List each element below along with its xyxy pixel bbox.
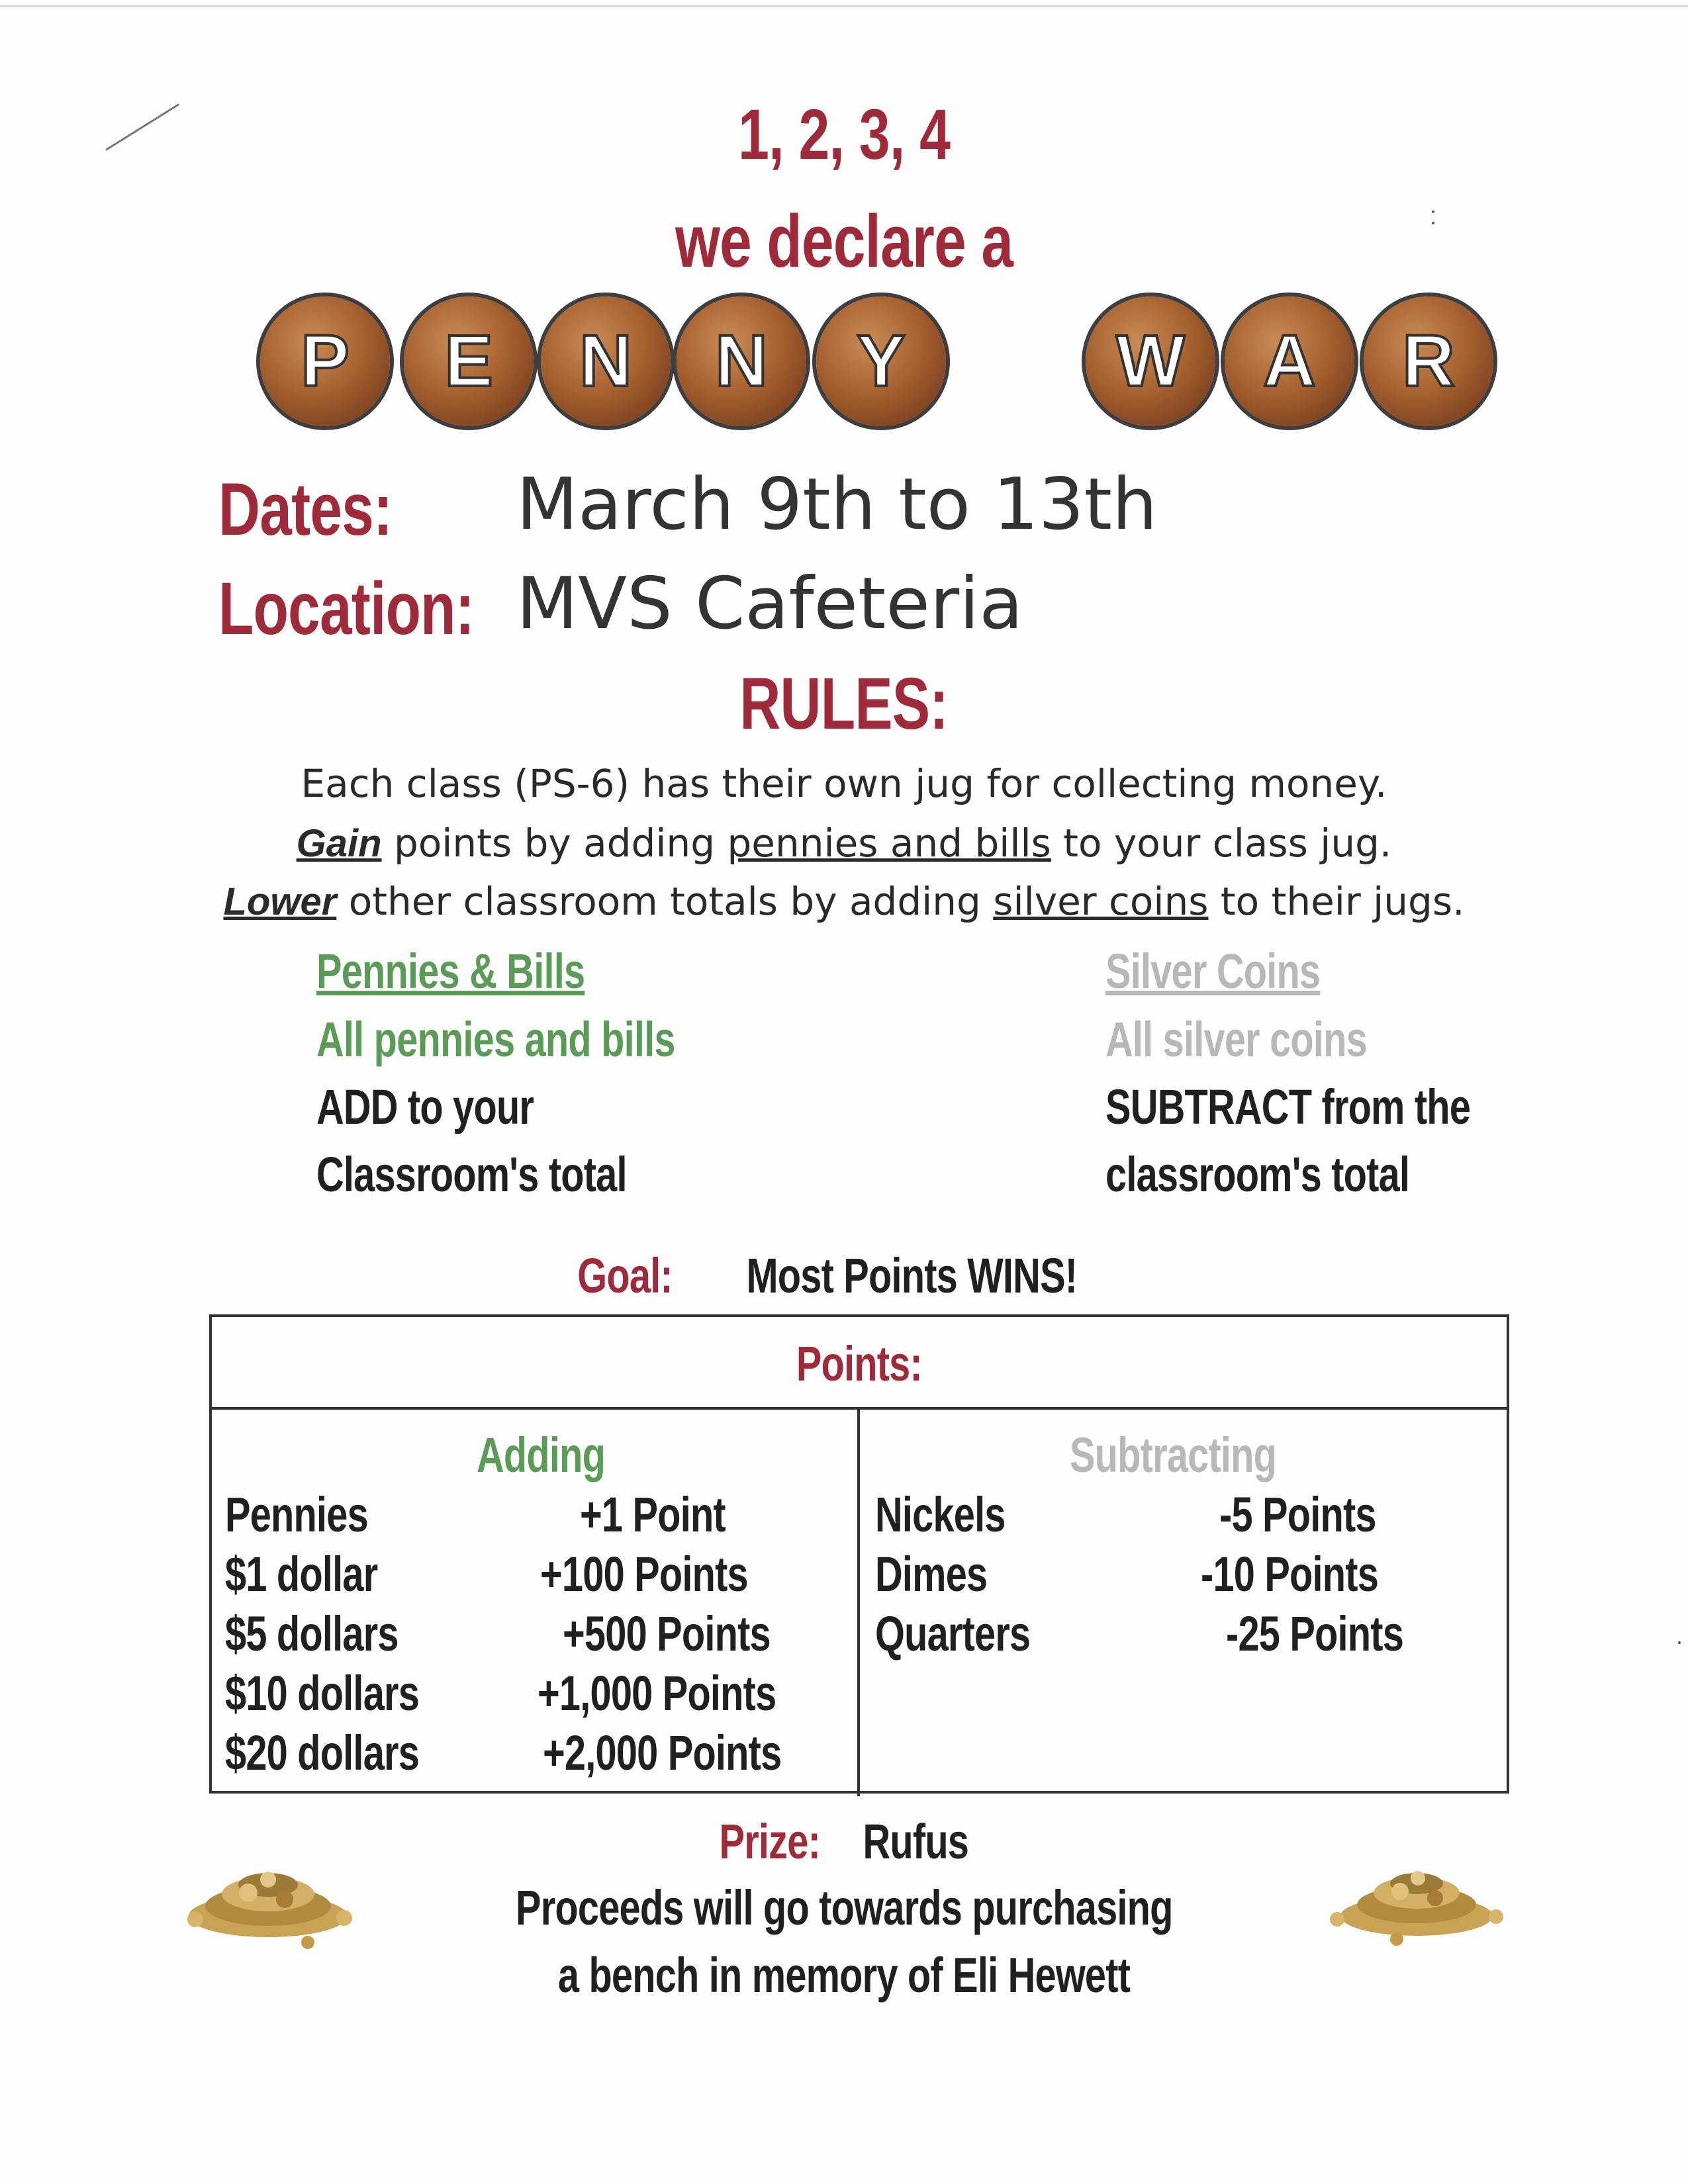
- table-row-points: [1226, 1606, 1454, 1662]
- goal-label: Goal:: [577, 1248, 673, 1303]
- right-column-line1: [1105, 1079, 1573, 1135]
- table-row-item: [225, 1486, 408, 1543]
- prize-label: Prize:: [719, 1814, 820, 1869]
- rules-heading-text: RULES:: [739, 663, 949, 745]
- table-row-points: [563, 1606, 829, 1662]
- right-column-line2: [1105, 1146, 1495, 1203]
- penny-coin-icon: [1364, 296, 1493, 426]
- rules-text: to your class jug.: [1051, 821, 1392, 866]
- rules-line-3: [0, 879, 1688, 924]
- points-text: +1,000 Points: [538, 1666, 776, 1721]
- proceeds-line-2: [0, 1947, 1688, 2003]
- table-divider: [857, 1407, 860, 1796]
- coin-letter: A: [1263, 320, 1316, 402]
- rules-line-1: Each class (PS-6) has their own jug for collecting money.: [301, 761, 1387, 806]
- points-text: +500 Points: [563, 1606, 771, 1661]
- penny-coin-icon: [404, 296, 534, 426]
- coin-letter: N: [579, 320, 632, 402]
- points-text: -10 Points: [1201, 1547, 1379, 1602]
- left-line1-text: ADD to your: [316, 1079, 534, 1134]
- left-title-text: Pennies & Bills: [316, 944, 585, 999]
- coin-letter: R: [1402, 320, 1455, 402]
- table-row-item: [225, 1606, 447, 1662]
- gain-word: Gain: [296, 822, 382, 865]
- points-text: -25 Points: [1226, 1606, 1404, 1661]
- dates-value: March 9th to 13th: [516, 463, 1158, 546]
- proceeds-text: Proceeds will go towards purchasing: [515, 1880, 1173, 1935]
- right-title-text: Silver Coins: [1105, 944, 1321, 999]
- proceeds-text: a bench in memory of Eli Hewett: [557, 1948, 1131, 2003]
- subtracting-title: [1070, 1427, 1335, 1483]
- location-value: MVS Cafeteria: [516, 563, 1023, 645]
- dates-label-text: Dates:: [218, 468, 393, 551]
- rules-line-2: [0, 821, 1688, 866]
- table-row-points: [543, 1725, 849, 1781]
- prize-value: Rufus: [863, 1814, 968, 1869]
- points-text: +100 Points: [540, 1547, 748, 1602]
- adding-title-text: Adding: [477, 1428, 606, 1482]
- table-row-points: [580, 1486, 767, 1543]
- right-line2-text: classroom's total: [1105, 1147, 1410, 1202]
- location-label-text: Location:: [218, 567, 475, 650]
- table-row-item: [225, 1725, 474, 1781]
- item-text: $5 dollars: [225, 1606, 399, 1661]
- points-text: +2,000 Points: [543, 1725, 782, 1780]
- table-row-item: [875, 1546, 1019, 1602]
- coin-pile-icon: [169, 1853, 367, 1952]
- table-row-points: [1201, 1546, 1429, 1602]
- points-table: [209, 1314, 1509, 1794]
- table-row-points: [540, 1546, 806, 1602]
- right-column-subtitle: [1105, 1011, 1440, 1068]
- goal-line: [0, 1248, 1688, 1304]
- item-text: Dimes: [875, 1547, 988, 1602]
- coin-pile-icon: [1317, 1853, 1516, 1952]
- points-heading-text: Points:: [796, 1336, 923, 1391]
- points-text: -5 Points: [1219, 1487, 1376, 1542]
- countdown-text: 1, 2, 3, 4: [737, 94, 951, 174]
- lower-word: Lower: [223, 880, 337, 923]
- coin-letter: W: [1116, 320, 1185, 402]
- table-row-item: [875, 1486, 1042, 1543]
- penny-coin-icon: [1225, 296, 1354, 426]
- coin-letter: P: [301, 320, 350, 402]
- declare-text: we declare a: [675, 200, 1013, 283]
- rules-text: other classroom totals by adding: [336, 879, 994, 924]
- location-label: [218, 566, 546, 651]
- speck: [1678, 1641, 1681, 1644]
- dates-label: [218, 467, 441, 552]
- countdown-line: [0, 93, 1688, 175]
- right-column-title: [1105, 943, 1381, 999]
- penny-coin-icon: [816, 296, 946, 426]
- right-subtitle-text: All silver coins: [1105, 1012, 1367, 1067]
- rules-text: points by adding: [381, 821, 727, 866]
- left-column-line2: [316, 1146, 714, 1203]
- item-text: Quarters: [875, 1606, 1031, 1661]
- scan-edge-line: [0, 5, 1688, 7]
- penny-coin-icon: [541, 296, 671, 426]
- rules-text: to their jugs.: [1208, 879, 1465, 924]
- table-row-points: [538, 1665, 843, 1721]
- coin-letter: E: [444, 320, 493, 402]
- item-text: Nickels: [875, 1487, 1006, 1542]
- penny-coin-icon: [677, 296, 806, 426]
- left-column-subtitle: [316, 1011, 776, 1068]
- table-row-item: [225, 1546, 420, 1602]
- item-text: $1 dollar: [225, 1547, 378, 1602]
- item-text: $10 dollars: [225, 1666, 420, 1721]
- points-heading: [212, 1336, 1507, 1392]
- rules-underlined: pennies and bills: [727, 821, 1051, 866]
- right-line1-text: SUBTRACT from the: [1105, 1079, 1471, 1134]
- left-subtitle-text: All pennies and bills: [316, 1012, 675, 1067]
- declare-line: [0, 199, 1688, 284]
- points-text: +1 Point: [580, 1487, 726, 1542]
- left-line2-text: Classroom's total: [316, 1147, 627, 1202]
- item-text: Pennies: [225, 1487, 368, 1542]
- table-row-item: [225, 1665, 474, 1721]
- table-row-item: [875, 1606, 1074, 1662]
- left-column-title: [316, 943, 661, 999]
- goal-value: Most Points WINS!: [746, 1248, 1078, 1303]
- adding-title: [477, 1427, 641, 1483]
- left-column-line1: [316, 1079, 595, 1135]
- item-text: $20 dollars: [225, 1725, 420, 1780]
- table-row-points: [1219, 1486, 1420, 1543]
- penny-coin-icon: [260, 296, 390, 426]
- penny-coin-icon: [1086, 296, 1215, 426]
- subtracting-title-text: Subtracting: [1070, 1428, 1277, 1482]
- rules-underlined: silver coins: [993, 879, 1209, 924]
- coin-letter: Y: [857, 320, 906, 402]
- coin-letter: N: [715, 320, 768, 402]
- rules-heading: [0, 662, 1688, 746]
